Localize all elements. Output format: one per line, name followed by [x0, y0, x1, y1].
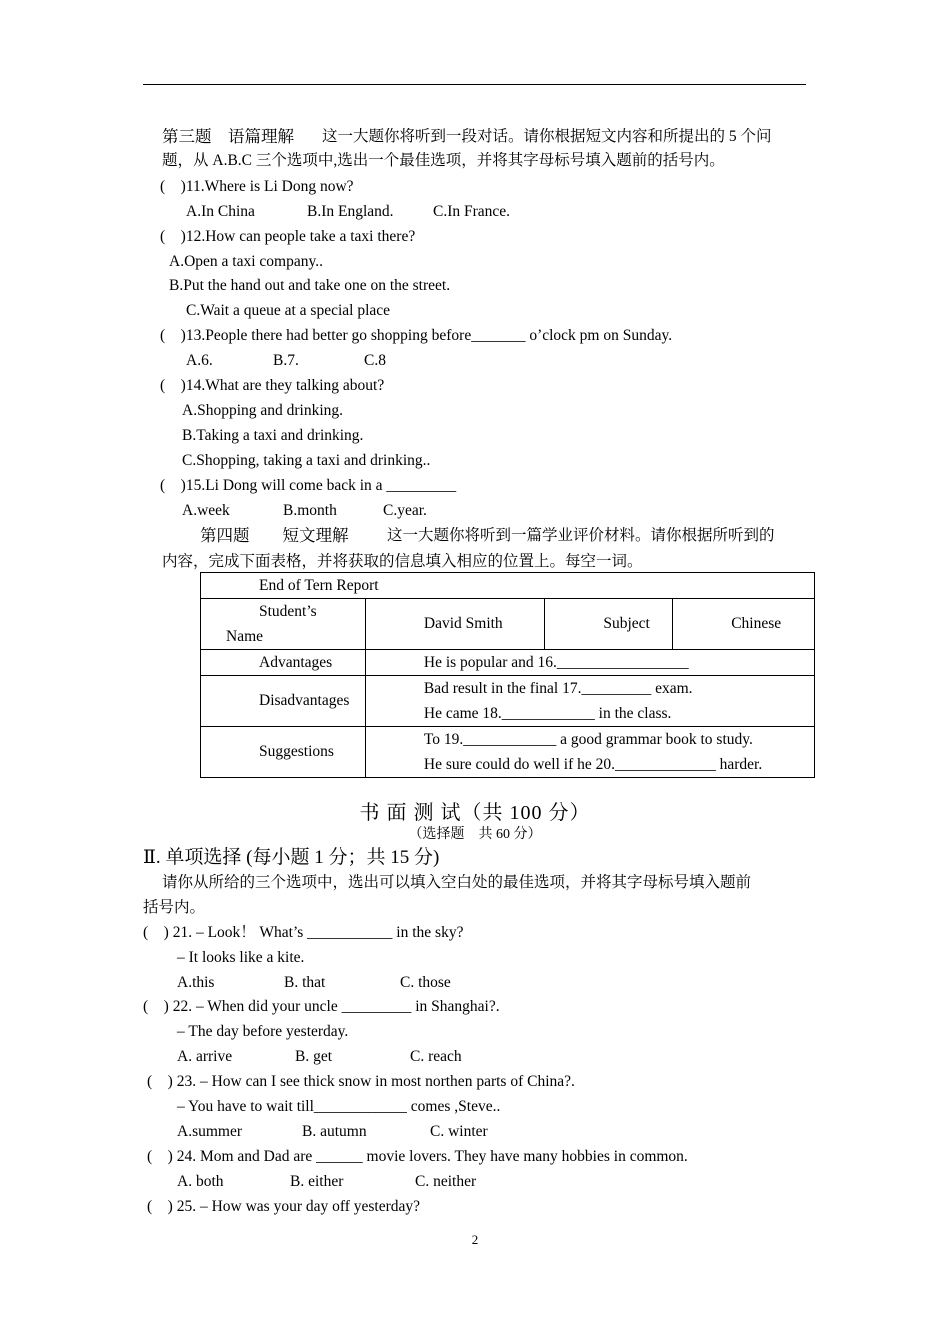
q24-option-b: B. either — [290, 1173, 344, 1190]
q11-option-c: C.In France. — [433, 203, 511, 220]
part3-intro-line2: 题，从 A.B.C 三个选项中,选出一个最佳选项，并将其字母标号填入题前的括号内。 — [162, 152, 725, 169]
q21-stem: ( ) 21. – Look！ What’s ___________ in the sky? — [143, 924, 464, 941]
q14-option-a: A.Shopping and drinking. — [182, 402, 344, 419]
q21-reply: – It looks like a kite. — [177, 949, 305, 966]
section-2-heading: Ⅱ. 单项选择 (每小题 1 分；共 15 分) — [143, 847, 440, 868]
q13-option-c: C.8 — [364, 352, 386, 369]
advantages-label: Advantages — [259, 653, 333, 671]
q11-stem: ( )11.Where is Li Dong now? — [160, 178, 354, 195]
disadvantages-value-line1: Bad result in the final 17._________ exam. — [423, 680, 693, 697]
q21-option-b: B. that — [284, 974, 326, 991]
q14-option-b: B.Taking a taxi and drinking. — [182, 427, 364, 444]
q21-option-c: C. those — [400, 974, 451, 991]
q23-option-a: A.summer — [177, 1123, 243, 1140]
written-test-subtitle: （选择题 共 60 分） — [408, 827, 542, 842]
report-table — [200, 572, 815, 778]
written-test-title: 书 面 测 试（共 100 分） — [359, 802, 591, 824]
name-label-line2: Name — [226, 628, 264, 645]
suggestions-label-cell — [201, 727, 366, 778]
subject-value-cell — [673, 599, 815, 650]
report-title: End of Tern Report — [259, 576, 379, 594]
name-value: David Smith — [423, 615, 503, 632]
q22-reply: – The day before yesterday. — [177, 1023, 349, 1040]
name-value-cell — [365, 599, 544, 650]
advantages-value-cell — [365, 650, 814, 676]
q14-stem: ( )14.What are they talking about? — [160, 377, 385, 394]
part4-heading: 第四题 短文理解 — [200, 526, 349, 545]
q23-option-c: C. winter — [430, 1123, 488, 1140]
q12-option-a: A.Open a taxi company.. — [169, 253, 323, 270]
disadvantages-label: Disadvantages — [259, 692, 350, 709]
disadvantages-value-cell — [365, 676, 814, 727]
q23-stem: ( ) 23. – How can I see thick snow in most northen parts of China?. — [147, 1073, 575, 1090]
q14-option-c: C.Shopping, taking a taxi and drinking.. — [182, 452, 431, 469]
part4-intro-line2: 内容，完成下面表格，并将获取的信息填入相应的位置上。每空一词。 — [162, 553, 643, 570]
q12-stem: ( )12.How can people take a taxi there? — [160, 228, 416, 245]
section-2-intro-line1: 请你从所给的三个选项中，选出可以填入空白处的最佳选项，并将其字母标号填入题前 — [162, 874, 752, 891]
q12-option-b: B.Put the hand out and take one on the street. — [169, 277, 451, 294]
q25-stem: ( ) 25. – How was your day off yesterday? — [147, 1198, 421, 1215]
advantages-label-cell — [201, 650, 366, 676]
q22-stem: ( ) 22. – When did your uncle _________ in Shanghai?. — [143, 998, 500, 1015]
report-title-cell — [201, 573, 815, 599]
q15-option-a: A.week — [182, 502, 230, 519]
disadvantages-value-line2: He came 18.____________ in the class. — [423, 705, 672, 722]
q23-reply: – You have to wait till____________ comes ,Steve.. — [177, 1098, 501, 1115]
q24-option-a: A. both — [177, 1173, 224, 1190]
disadvantages-label-cell — [201, 676, 366, 727]
part4-intro-line1: 这一大题你将听到一篇学业评价材料。请你根据所听到的 — [387, 527, 775, 544]
part3-heading: 第三题 语篇理解 — [162, 127, 294, 146]
q15-option-c: C.year. — [383, 502, 427, 519]
name-label-line1: Student’s — [259, 603, 317, 620]
part3-intro-line1: 这一大题你将听到一段对话。请你根据短文内容和所提出的 5 个问 — [322, 128, 772, 145]
q24-stem: ( ) 24. Mom and Dad are ______ movie lovers. They have many hobbies in common. — [147, 1148, 688, 1165]
q11-option-a: A.In China — [186, 203, 255, 220]
q22-option-c: C. reach — [410, 1048, 462, 1065]
section-2-intro-line2: 括号内。 — [143, 899, 206, 916]
q13-option-b: B.7. — [273, 352, 299, 369]
suggestions-value-cell — [365, 727, 814, 778]
subject-label-cell — [545, 599, 673, 650]
q22-option-b: B. get — [295, 1048, 333, 1065]
q24-option-c: C. neither — [415, 1173, 477, 1190]
q13-option-a: A.6. — [186, 352, 213, 369]
q15-option-b: B.month — [283, 502, 337, 519]
q15-stem: ( )15.Li Dong will come back in a _________ — [160, 477, 457, 494]
page-number: 2 — [471, 1232, 479, 1247]
advantages-value: He is popular and 16._________________ — [423, 653, 689, 671]
q21-option-a: A.this — [177, 974, 215, 991]
q22-option-a: A. arrive — [177, 1048, 233, 1065]
suggestions-value-line2: He sure could do well if he 20._____________ harder. — [423, 756, 763, 773]
header-rule — [143, 84, 806, 85]
subject-label: Subject — [603, 615, 650, 632]
q23-option-b: B. autumn — [302, 1123, 367, 1140]
q11-option-b: B.In England. — [307, 203, 394, 220]
suggestions-label: Suggestions — [259, 743, 334, 760]
q12-option-c: C.Wait a queue at a special place — [186, 302, 391, 319]
name-label-cell — [201, 599, 366, 650]
subject-value: Chinese — [731, 615, 782, 632]
suggestions-value-line1: To 19.____________ a good grammar book to study. — [423, 731, 753, 748]
q13-stem: ( )13.People there had better go shopping before_______ o’clock pm on Sunday. — [160, 327, 673, 344]
